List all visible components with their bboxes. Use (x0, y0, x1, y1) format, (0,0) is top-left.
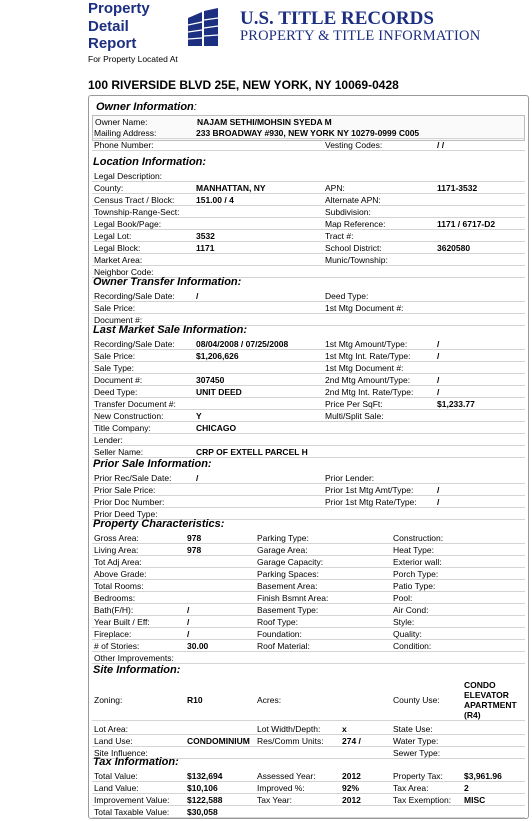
table-row (92, 170, 525, 182)
field-value: 2 (464, 783, 469, 793)
field-label: Quality: (393, 629, 422, 639)
field-label: 1st Mtg Document #: (325, 303, 404, 313)
field-value: / (437, 339, 440, 349)
field-label: Legal Block: (94, 243, 141, 253)
field-label: Parking Type: (257, 533, 309, 543)
field-label: Improved %: (257, 783, 305, 793)
field-value: MANHATTAN, NY (196, 183, 266, 193)
section-heading (93, 324, 247, 336)
field-label: Total Taxable Value: (94, 807, 170, 817)
field-value: 307450 (196, 375, 225, 385)
field-label: Recording/Sale Date: (94, 291, 175, 301)
table-row (92, 652, 525, 664)
table-row (92, 206, 525, 218)
table-row (92, 568, 525, 580)
field-value: / (437, 485, 440, 495)
building-logo-icon (188, 8, 230, 46)
field-label: Transfer Document #: (94, 399, 176, 409)
field-label: Lender: (94, 435, 123, 445)
for-property-label: For Property Located At (88, 54, 178, 64)
field-value: / / (437, 140, 445, 150)
field-label: County Use: (393, 695, 440, 705)
field-value: R10 (187, 695, 203, 705)
section-title: Prior Sale Information: (93, 458, 212, 470)
field-label: Construction: (393, 533, 444, 543)
field-value: 1171 (196, 243, 215, 253)
table-row (92, 472, 525, 484)
field-label: Foundation: (257, 629, 302, 639)
section-heading (93, 518, 224, 530)
field-value: 3532 (196, 231, 215, 241)
table-row (92, 628, 525, 640)
field-label: Vesting Codes: (325, 140, 383, 150)
table-row (92, 678, 525, 721)
table-row (92, 794, 525, 806)
field-value: Y (196, 411, 202, 421)
field-label: Prior Deed Type: (94, 509, 158, 519)
field-value: 151.00 / 4 (196, 195, 234, 205)
field-label: Tax Area: (393, 783, 429, 793)
field-label: Seller Name: (94, 447, 144, 457)
field-value: / (196, 291, 199, 301)
field-value: NAJAM SETHI/MOHSIN SYEDA M (197, 117, 332, 127)
table-row (92, 127, 525, 139)
section-title: Property Characteristics: (93, 518, 225, 530)
field-label: Market Area: (94, 255, 143, 265)
table-row (92, 604, 525, 616)
table-row (92, 350, 525, 362)
field-label: 2nd Mtg Int. Rate/Type: (325, 387, 414, 397)
field-label: Porch Type: (393, 569, 439, 579)
field-label: Sewer Type: (393, 748, 441, 758)
field-label: Roof Type: (257, 617, 298, 627)
table-row (92, 723, 525, 735)
field-value: CONDOMINIUM (187, 736, 250, 746)
field-label: Legal Book/Page: (94, 219, 162, 229)
field-label: School District: (325, 243, 382, 253)
field-label: Mailing Address: (94, 128, 157, 138)
table-row (92, 640, 525, 652)
field-label: Bath(F/H): (94, 605, 134, 615)
field-label: Pool: (393, 593, 413, 603)
field-value: / (437, 375, 440, 385)
field-label: New Construction: (94, 411, 164, 421)
logo-subtitle: PROPERTY & TITLE INFORMATION (240, 28, 481, 44)
section-heading (93, 756, 179, 768)
field-label: Basement Area: (257, 581, 318, 591)
field-label: Prior 1st Mtg Amt/Type: (325, 485, 414, 495)
field-label: Year Built / Eff: (94, 617, 150, 627)
field-label: # of Stories: (94, 641, 140, 651)
field-label: Assessed Year: (257, 771, 316, 781)
section-heading (93, 276, 241, 288)
property-address: 100 RIVERSIDE BLVD 25E, NEW YORK, NY 10069-0428 (88, 78, 399, 92)
table-row (92, 484, 525, 496)
field-label: Condition: (393, 641, 432, 651)
table-row (92, 139, 525, 151)
report-title-line: Report (88, 35, 137, 52)
table-row (92, 290, 525, 302)
field-label: Style: (393, 617, 415, 627)
field-value: 08/04/2008 / 07/25/2008 (196, 339, 289, 349)
field-label: Lot Area: (94, 724, 129, 734)
table-row (92, 806, 525, 818)
field-label: Census Tract / Block: (94, 195, 175, 205)
field-label: Phone Number: (94, 140, 154, 150)
field-label: 1st Mtg Document #: (325, 363, 404, 373)
field-label: State Use: (393, 724, 433, 734)
field-label: Deed Type: (325, 291, 369, 301)
section-title: Site Information: (93, 664, 181, 676)
field-value: x (342, 724, 347, 734)
field-label: Garage Area: (257, 545, 308, 555)
field-label: Total Rooms: (94, 581, 144, 591)
field-label: Tax Exemption: (393, 795, 452, 805)
field-value: / (437, 497, 440, 507)
field-label: Total Value: (94, 771, 138, 781)
field-label: Township-Range-Sect: (94, 207, 180, 217)
report-title (88, 0, 183, 53)
field-label: Prior 1st Mtg Rate/Type: (325, 497, 417, 507)
field-label: 1st Mtg Amount/Type: (325, 339, 408, 349)
field-label: Heat Type: (393, 545, 434, 555)
field-value: / (187, 617, 190, 627)
field-label: Lot Width/Depth: (257, 724, 321, 734)
field-label: Multi/Split Sale: (325, 411, 384, 421)
field-label: Legal Description: (94, 171, 163, 181)
field-label: Res/Comm Units: (257, 736, 324, 746)
field-value: / (187, 605, 190, 615)
field-label: Basement Type: (257, 605, 319, 615)
field-label: Tot Adj Area: (94, 557, 142, 567)
field-label: Roof Material: (257, 641, 310, 651)
field-label: Price Per SqFt: (325, 399, 383, 409)
field-value: / (187, 629, 190, 639)
field-label: Exterior wall: (393, 557, 442, 567)
section-heading (93, 458, 212, 470)
field-value: 978 (187, 545, 202, 555)
field-label: Owner Name: (95, 117, 148, 127)
field-label: Property Tax: (393, 771, 443, 781)
field-label: Above Grade: (94, 569, 147, 579)
field-label: Tax Year: (257, 795, 292, 805)
table-row (92, 496, 525, 508)
field-label: Patio Type: (393, 581, 436, 591)
table-row (92, 422, 525, 434)
field-label: Zoning: (94, 695, 123, 705)
table-row (92, 242, 525, 254)
table-row (92, 446, 525, 458)
field-label: Document #: (94, 375, 143, 385)
table-row (92, 580, 525, 592)
field-value: / (437, 351, 440, 361)
field-label: Tract #: (325, 231, 354, 241)
field-value: / (437, 387, 440, 397)
table-row (92, 194, 525, 206)
field-label: Legal Lot: (94, 231, 132, 241)
field-label: Acres: (257, 695, 282, 705)
field-label: Prior Lender: (325, 473, 375, 483)
field-label: Title Company: (94, 423, 151, 433)
field-value: $30,058 (187, 807, 218, 817)
field-value: CHICAGO (196, 423, 237, 433)
field-label: Prior Doc Number: (94, 497, 165, 507)
table-row (92, 302, 525, 314)
field-value: $122,588 (187, 795, 223, 805)
table-row (92, 544, 525, 556)
report-title-line: Property (88, 0, 150, 17)
field-value: / (196, 473, 199, 483)
field-value: 274 / (342, 736, 361, 746)
table-row (92, 218, 525, 230)
field-value: 2012 (342, 795, 361, 805)
table-row (92, 434, 525, 446)
table-row (92, 374, 525, 386)
field-label: Gross Area: (94, 533, 139, 543)
table-row (92, 398, 525, 410)
section-heading (93, 664, 180, 676)
field-label: 1st Mtg Int. Rate/Type: (325, 351, 411, 361)
field-label: Sale Type: (94, 363, 135, 373)
company-logo (188, 8, 523, 46)
field-value: 233 BROADWAY #930, NEW YORK NY 10279-0999 C005 (196, 128, 420, 138)
field-label: Garage Capacity: (257, 557, 324, 567)
field-value: MISC (464, 795, 486, 805)
field-label: 2nd Mtg Amount/Type: (325, 375, 411, 385)
field-value: 1171-3532 (437, 183, 478, 193)
field-label: Improvement Value: (94, 795, 170, 805)
field-value: 978 (187, 533, 202, 543)
table-row (92, 410, 525, 422)
field-label: Land Value: (94, 783, 139, 793)
field-label: Document #: (94, 315, 143, 325)
table-row (92, 230, 525, 242)
section-title: Owner Information (96, 101, 194, 113)
field-value: $132,694 (187, 771, 223, 781)
field-value: UNIT DEED (196, 387, 242, 397)
field-value: 3620580 (437, 243, 471, 253)
field-label: Air Cond: (393, 605, 429, 615)
field-label: Site Influence: (94, 748, 148, 758)
field-label: Parking Spaces: (257, 569, 319, 579)
field-label: Living Area: (94, 545, 139, 555)
field-label: Recording/Sale Date: (94, 339, 175, 349)
logo-title: U.S. TITLE RECORDS (240, 8, 434, 29)
field-label: Bedrooms: (94, 593, 136, 603)
field-label: Subdivision: (325, 207, 371, 217)
section-title: Tax Information: (93, 756, 179, 768)
section-title-suffix: : (193, 101, 197, 113)
field-label: Sale Price: (94, 303, 136, 313)
field-value: $10,106 (187, 783, 218, 793)
table-row (92, 735, 525, 747)
table-row (92, 338, 525, 350)
section-title: Owner Transfer Information: (93, 276, 242, 288)
table-row (92, 532, 525, 544)
field-label: Sale Price: (94, 351, 136, 361)
field-label: Deed Type: (94, 387, 138, 397)
field-label: Water Type: (393, 736, 439, 746)
field-label: Other Improvements: (94, 653, 174, 663)
section-heading (96, 101, 197, 113)
section-heading (93, 156, 206, 168)
table-row (92, 254, 525, 266)
field-value: CONDO ELEVATOR APARTMENT (R4) (464, 680, 517, 720)
field-label: Prior Sale Price: (94, 485, 156, 495)
field-label: Fireplace: (94, 629, 132, 639)
field-value: $1,233.77 (437, 399, 475, 409)
field-label: Neighbor Code: (94, 267, 154, 277)
field-value: CRP OF EXTELL PARCEL H (196, 447, 308, 457)
section-title: Last Market Sale Information: (93, 324, 248, 336)
table-row (92, 770, 525, 782)
table-row (92, 182, 525, 194)
table-row (92, 782, 525, 794)
field-label: APN: (325, 183, 345, 193)
field-label: Munic/Township: (325, 255, 388, 265)
field-label: Prior Rec/Sale Date: (94, 473, 172, 483)
section-title: Location Information: (93, 156, 207, 168)
field-label: Land Use: (94, 736, 133, 746)
field-value: 1171 / 6717-D2 (437, 219, 496, 229)
field-value: $3,961.96 (464, 771, 502, 781)
field-value: 92% (342, 783, 360, 793)
table-row (92, 386, 525, 398)
field-value: 30.00 (187, 641, 209, 651)
table-row (92, 616, 525, 628)
table-row (92, 362, 525, 374)
report-title-line: Detail (88, 17, 129, 35)
field-label: Map Reference: (325, 219, 386, 229)
field-label: County: (94, 183, 124, 193)
field-value: 2012 (342, 771, 361, 781)
report-body (88, 95, 529, 819)
table-row (92, 592, 525, 604)
field-value: $1,206,626 (196, 351, 239, 361)
table-row (92, 556, 525, 568)
field-label: Finish Bsmnt Area: (257, 593, 329, 603)
field-label: Alternate APN: (325, 195, 381, 205)
